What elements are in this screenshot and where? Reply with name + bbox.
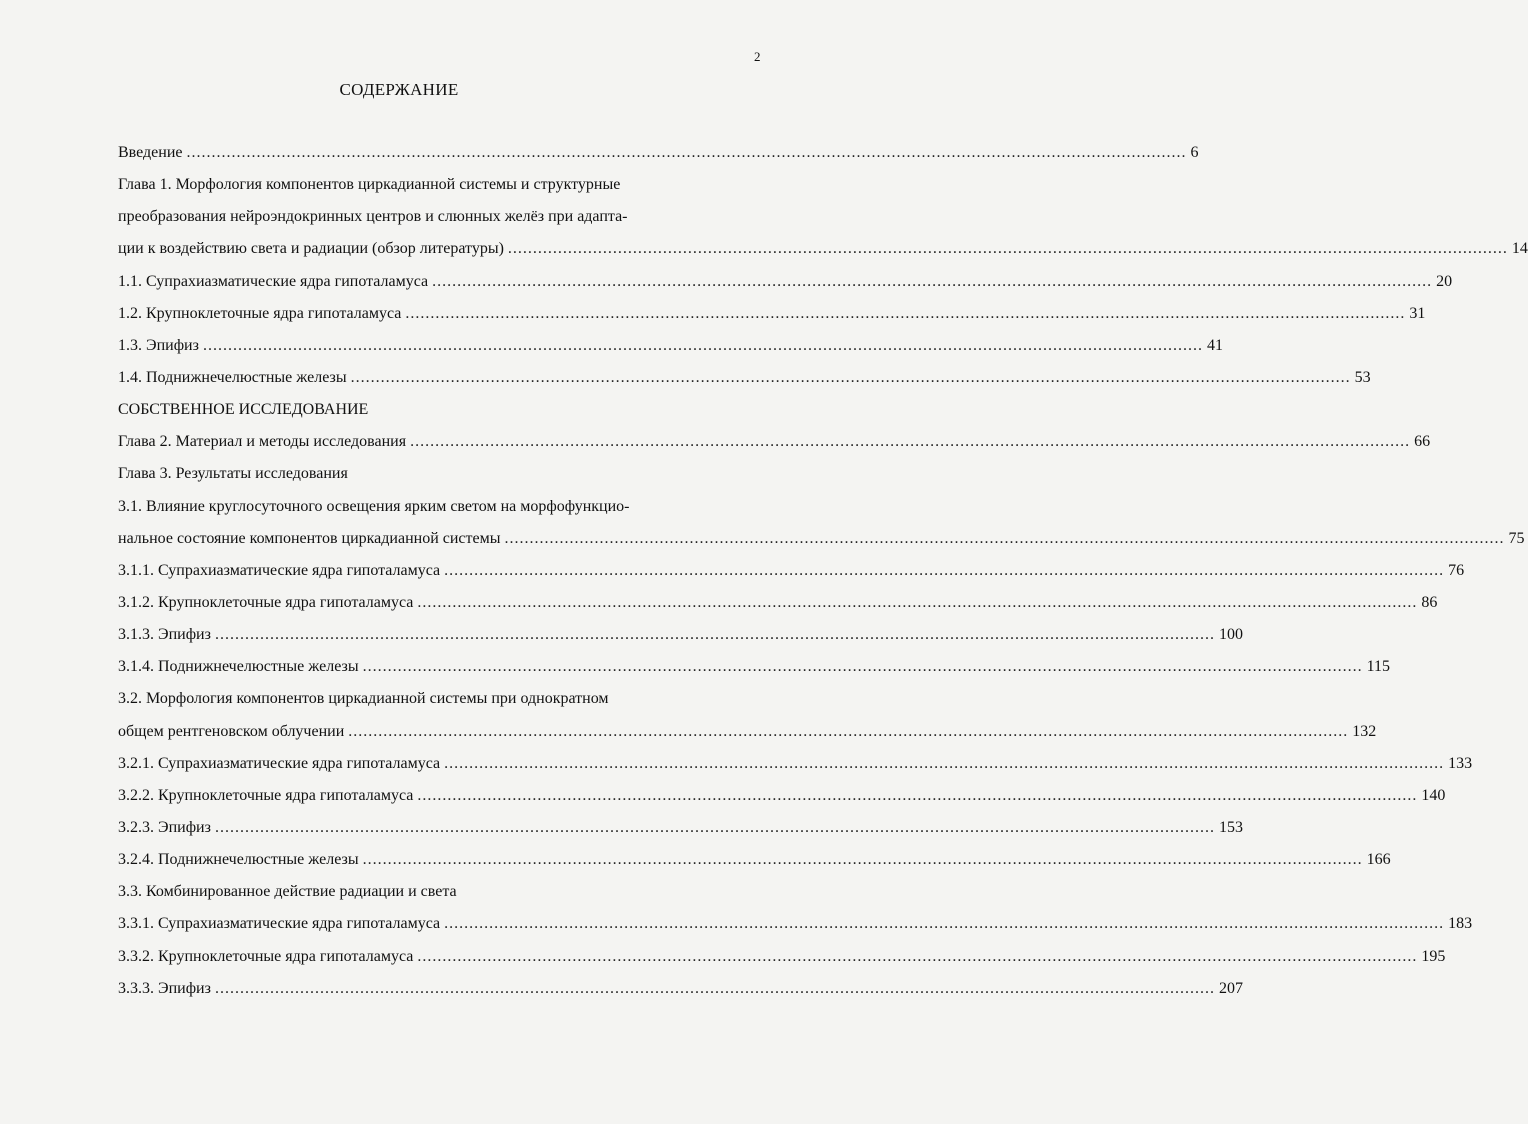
toc-entry xyxy=(118,527,1525,559)
toc-heading-line xyxy=(118,495,763,527)
toc-leader-dots: ........................................................................................................................................................................................................ xyxy=(444,915,1445,933)
toc-entry xyxy=(118,623,1243,655)
toc-leader-dots: ........................................................................................................................................................................................................ xyxy=(504,529,1505,547)
toc-entry-label: ции к воздействию света и радиации (обзор литературы) xyxy=(118,240,504,258)
toc-leader-dots: ........................................................................................................................................................................................................ xyxy=(417,947,1418,965)
toc-leader-dots: ........................................................................................................................................................................................................ xyxy=(214,979,1215,997)
toc-leader-dots: ........................................................................................................................................................................................................ xyxy=(417,786,1418,804)
toc-leader-dots: ........................................................................................................................................................................................................ xyxy=(507,240,1508,258)
toc-page-number: 132 xyxy=(1352,722,1377,740)
toc-entry xyxy=(118,559,1465,591)
toc-entry-label: 1.2. Крупноклеточные ядра гипоталамуса xyxy=(118,304,402,322)
toc-entry xyxy=(118,141,1199,173)
toc-leader-dots: ........................................................................................................................................................................................................ xyxy=(214,818,1215,836)
page-title: СОДЕРЖАНИЕ xyxy=(339,80,459,99)
toc-page-number: 31 xyxy=(1409,304,1426,322)
table-of-contents xyxy=(118,141,1528,1009)
toc-entry xyxy=(118,977,1243,1009)
toc-leader-dots: ........................................................................................................................................................................................................ xyxy=(186,144,1187,161)
toc-page-number: 75 xyxy=(1508,529,1525,547)
toc-entry-label: 3.3.3. Эпифиз xyxy=(118,979,211,997)
toc-entry-label: Глава 3. Результаты исследования xyxy=(118,465,348,483)
toc-entry xyxy=(118,237,1528,269)
toc-page-number: 6 xyxy=(1190,144,1199,161)
toc-entry-label: 3.1.2. Крупноклеточные ядра гипоталамуса xyxy=(118,593,414,611)
toc-entry-label: СОБСТВЕННОЕ ИССЛЕДОВАНИЕ xyxy=(118,401,369,419)
toc-entry-label: 1.4. Поднижнечелюстные железы xyxy=(118,368,347,386)
toc-entry xyxy=(118,784,1446,816)
toc-entry xyxy=(118,816,1243,848)
toc-entry-label: нальное состояние компонентов циркадианной системы xyxy=(118,529,501,547)
toc-entry-label: 3.2.1. Супрахиазматические ядра гипоталамуса xyxy=(118,754,441,772)
toc-entry xyxy=(118,302,1426,334)
toc-entry xyxy=(118,912,1473,944)
toc-page-number: 100 xyxy=(1218,626,1243,644)
toc-entry-label: Глава 2. Материал и методы исследования xyxy=(118,433,407,451)
toc-entry-label: 3.1.1. Супрахиазматические ядра гипоталамуса xyxy=(118,561,441,579)
toc-leader-dots: ........................................................................................................................................................................................................ xyxy=(410,433,1411,451)
toc-page-number: 207 xyxy=(1218,979,1243,997)
toc-entry xyxy=(118,270,1453,302)
toc-entry-label: 3.2.3. Эпифиз xyxy=(118,818,211,836)
toc-heading-line xyxy=(118,880,763,912)
toc-entry xyxy=(118,430,1431,462)
toc-leader-dots: ........................................................................................................................................................................................................ xyxy=(405,304,1406,322)
toc-entry-label: 3.1.4. Поднижнечелюстные железы xyxy=(118,658,359,676)
toc-entry-label: преобразования нейроэндокринных центров и слюнных желёз при адапта- xyxy=(118,208,628,226)
toc-entry xyxy=(118,720,1377,752)
toc-page-number: 153 xyxy=(1218,818,1243,836)
toc-page-number: 20 xyxy=(1436,272,1453,290)
toc-leader-dots: ........................................................................................................................................................................................................ xyxy=(350,368,1351,386)
toc-heading-line xyxy=(118,462,763,494)
toc-entry-label: 1.1. Супрахиазматические ядра гипоталамуса xyxy=(118,272,429,290)
toc-entry xyxy=(118,945,1446,977)
toc-leader-dots: ........................................................................................................................................................................................................ xyxy=(214,626,1215,644)
toc-entry-label: общем рентгеновском облучении xyxy=(118,722,345,740)
toc-leader-dots: ........................................................................................................................................................................................................ xyxy=(362,658,1363,676)
toc-page-number: 66 xyxy=(1414,433,1431,451)
toc-page-number: 195 xyxy=(1421,947,1446,965)
toc-entry-label: 3.2.2. Крупноклеточные ядра гипоталамуса xyxy=(118,786,414,804)
toc-entry-label: Глава 1. Морфология компонентов циркадианной системы и структурные xyxy=(118,176,621,194)
toc-leader-dots: ........................................................................................................................................................................................................ xyxy=(444,561,1445,579)
toc-page-number: 86 xyxy=(1421,593,1438,611)
toc-entry xyxy=(118,366,1371,398)
toc-entry xyxy=(118,848,1391,880)
toc-entry-label: 3.2.4. Поднижнечелюстные железы xyxy=(118,851,359,869)
toc-page-number: 115 xyxy=(1366,658,1390,676)
toc-heading-line xyxy=(118,687,763,719)
toc-page-number: 183 xyxy=(1448,915,1473,933)
toc-entry-label: 3.1.3. Эпифиз xyxy=(118,626,211,644)
toc-entry-label: 3.3.1. Супрахиазматические ядра гипоталамуса xyxy=(118,915,441,933)
toc-page-number: 53 xyxy=(1354,368,1371,386)
toc-entry xyxy=(118,752,1473,784)
page-number: 2 xyxy=(754,49,761,64)
toc-entry-label: 3.3. Комбинированное действие радиации и света xyxy=(118,883,457,901)
toc-page-number: 140 xyxy=(1421,786,1446,804)
toc-entry-label: 3.2. Морфология компонентов циркадианной системы при однократном xyxy=(118,690,609,708)
toc-leader-dots: ........................................................................................................................................................................................................ xyxy=(202,336,1203,354)
toc-entry xyxy=(118,334,1223,366)
toc-heading-line xyxy=(118,173,763,205)
toc-page-number: 41 xyxy=(1206,336,1223,354)
toc-heading-line xyxy=(118,398,763,430)
toc-entry-label: Введение xyxy=(118,144,183,161)
toc-leader-dots: ........................................................................................................................................................................................................ xyxy=(362,851,1363,869)
toc-entry xyxy=(118,591,1438,623)
toc-leader-dots: ........................................................................................................................................................................................................ xyxy=(417,593,1418,611)
toc-leader-dots: ........................................................................................................................................................................................................ xyxy=(444,754,1445,772)
toc-entry xyxy=(118,655,1390,687)
toc-entry-label: 3.3.2. Крупноклеточные ядра гипоталамуса xyxy=(118,947,414,965)
toc-page-number: 133 xyxy=(1448,754,1473,772)
toc-entry-label: 3.1. Влияние круглосуточного освещения ярким светом на морфофункцио- xyxy=(118,497,630,515)
toc-page-number: 76 xyxy=(1448,561,1465,579)
toc-page-number: 166 xyxy=(1366,851,1391,869)
toc-page-number: 14 xyxy=(1511,240,1528,258)
toc-leader-dots: ........................................................................................................................................................................................................ xyxy=(432,272,1433,290)
toc-heading-line xyxy=(118,205,763,237)
toc-entry-label: 1.3. Эпифиз xyxy=(118,336,199,354)
toc-leader-dots: ........................................................................................................................................................................................................ xyxy=(348,722,1349,740)
